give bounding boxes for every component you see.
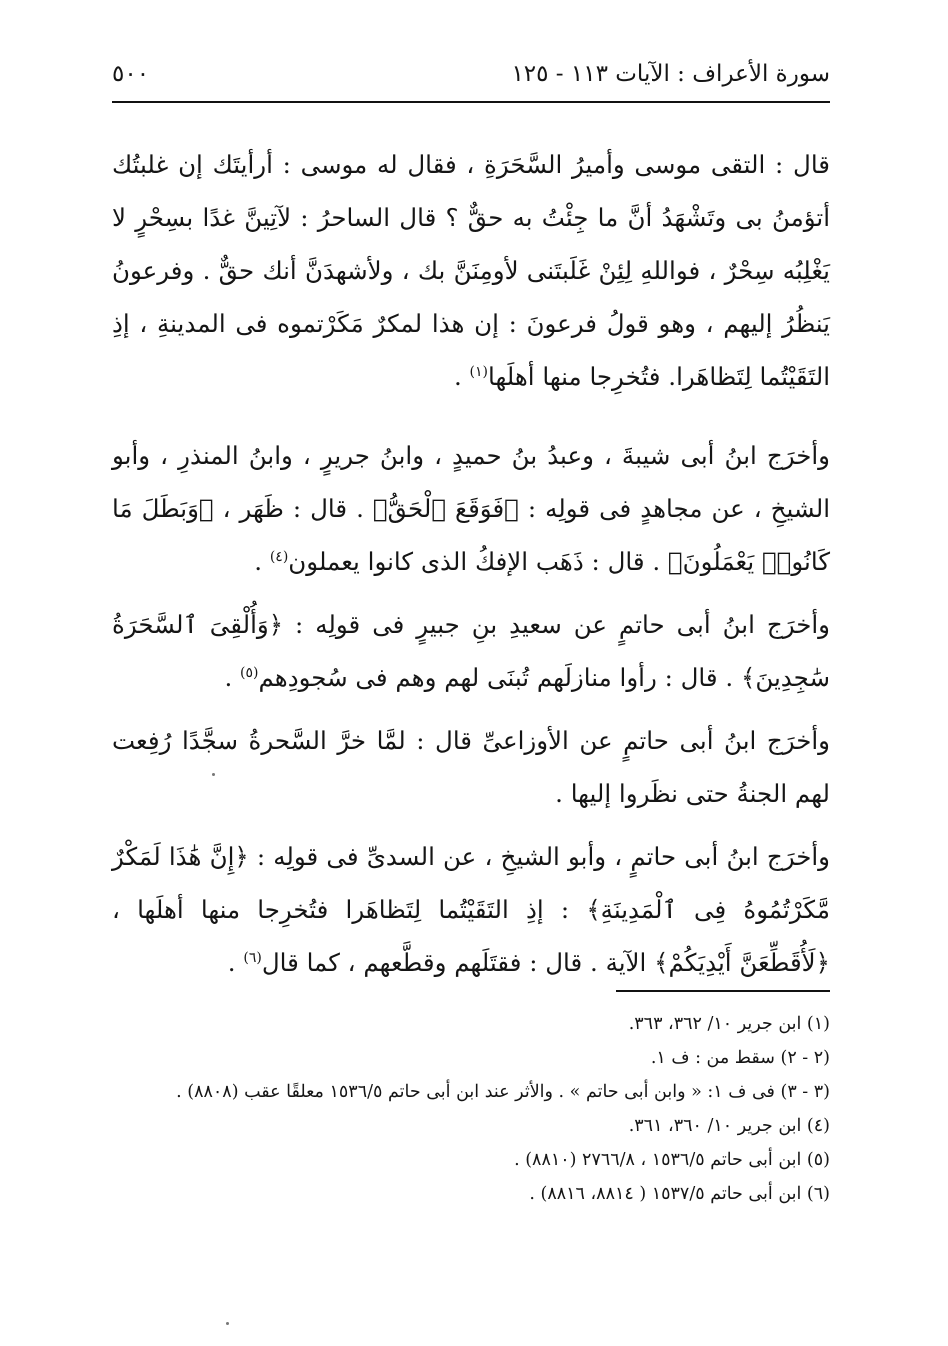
footnote-separator	[616, 990, 830, 992]
running-header	[112, 50, 830, 98]
paragraph: وأخرَج ابنُ أبى حاتمٍ ، وأبو الشيخِ ، عن السدىِّ فى قولِه : ﴿إِنَّ هَٰذَا لَمَكْرٌ مَّكَرْتُمُوهُ فِى ٱلْمَدِينَةِ﴾ : إذِ التَقَيْتُما لِتَظاهَرا فتُخرِجا منها أهلَها ، ﴿لَأُقَطِّعَنَّ أَيْدِيَكُمْ﴾ الآية . قال : فقتَلَهم وقطَّعهم ، كما قال$^{(٦)}$ .	[112, 842, 830, 977]
footnote: (٣ - ٣) فى ف ١: « وابن أبى حاتم » . والأثر عند ابن أبى حاتم ١٥٣٦/٥ معلقًا عقب (٨٨٠٨) .	[176, 1082, 830, 1102]
footnote: (٤) ابن جرير ١٠/ ٣٦٠، ٣٦١.	[628, 1116, 830, 1136]
paragraph-text: قال : التقى موسى وأميرُ السَّحَرَةِ ، فقال له موسى : أرأيتَك إن غلبتُك أتؤمنُ بى وتَشْهَدُ أنَّ ما جِئْتُ به حقٌّ ؟ قال الساحرُ : لآتِينَّ غدًا بسِحْرٍ لا يَغْلِبُه سِحْرٌ ، فواللهِ لِئِنْ غَلَبتَنى لأومِنَنَّ بك ، ولأشهدَنَّ أنك حقٌّ . وفرعونُ يَنظُرُ إليهم ، وهو قولُ فرعونَ : إن هذا لمكرٌ مَكَرْتموه فى المدينةِ ، إذِ التَقَيْتُما لِتَظاهَرا. فتُخرِجا منها أهلَها	[112, 150, 830, 391]
footnote: (٥) ابن أبى حاتم ١٥٣٦/٥ ، ٢٧٦٦/٨ (٨٨١٠) .	[514, 1150, 830, 1170]
scan-speck	[226, 1322, 229, 1325]
footnote-marker: (٥)	[240, 664, 259, 681]
page-number: ٥٠٠	[112, 61, 150, 87]
footnote-marker: (١)	[469, 363, 488, 380]
paragraph: وأخرَج ابنُ أبى حاتمٍ عن سعيدِ بنِ جبيرٍ فى قولِه : ﴿وَأُلْقِىَ ٱلسَّحَرَةُ سَٰجِدِينَ﴾ . قال : رأوا منازلَهم تُبنَى لهم وهم فى سُجودِهم$^{(٥)}$ .	[112, 610, 830, 692]
footnote: (١) ابن جرير ١٠/ ٣٦٢، ٣٦٣.	[628, 1014, 830, 1034]
footnote-marker: (٦)	[243, 949, 262, 966]
scan-speck	[212, 773, 215, 776]
paragraph-text: وأخرَج ابنُ أبى حاتمٍ عن الأوزاعىِّ قال : لمَّا خرَّ السَّحرةُ سجَّدًا رُفِعت لهم الجنةُ حتى نظَروا إليها .	[112, 726, 830, 808]
paragraph: وأخرَج ابنُ أبى شيبةَ ، وعبدُ بنُ حميدٍ ، وابنُ جريرٍ ، وابنُ المنذرِ ، وأبو الشيخِ ، عن مجاهدٍ فى قولِه : ﴿فَوَقَعَ ٱلْحَقُّ﴾ . قال : ظَهَر ، ﴿وَبَطَلَ مَا كَانُوا۟ يَعْمَلُونَ﴾ . قال : ذَهَب الإفكُ الذى كانوا يعملون$^{(٤)}$ .	[112, 441, 830, 576]
paragraph: قال : التقى موسى وأميرُ السَّحَرَةِ ، فقال له موسى : أرأيتَك إن غلبتُك أتؤمنُ بى وتَشْهَدُ أنَّ ما جِئْتُ به حقٌّ ؟ قال الساحرُ : لآتِينَّ غدًا بسِحْرٍ لا يَغْلِبُه سِحْرٌ ، فواللهِ لِئِنْ غَلَبتَنى لأومِنَنَّ بك ، ولأشهدَنَّ أنك حقٌّ . وفرعونُ يَنظُرُ إليهم ، وهو قولُ فرعونَ : إن هذا لمكرٌ مَكَرْتموه فى المدينةِ ، إذِ التَقَيْتُما لِتَظاهَرا. فتُخرِجا منها أهلَها$^{(١)}$ .	[112, 150, 830, 391]
footnotes	[112, 1007, 830, 1211]
footnote-marker: (٤)	[269, 548, 289, 565]
footnote: (٦) ابن أبى حاتم ١٥٣٧/٥ ( ٨٨١٤، ٨٨١٦) .	[529, 1184, 830, 1204]
paragraph-text: وأخرَج ابنُ أبى حاتمٍ ، وأبو الشيخِ ، عن السدىِّ فى قولِه : ﴿إِنَّ هَٰذَا لَمَكْرٌ مَّكَرْتُمُوهُ فِى ٱلْمَدِينَةِ﴾ : إذِ التَقَيْتُما لِتَظاهَرا فتُخرِجا منها أهلَها ، ﴿لَأُقَطِّعَنَّ أَيْدِيَكُمْ﴾ الآية . قال : فقتَلَهم وقطَّعهم ، كما قال	[112, 842, 830, 977]
header-rule	[112, 101, 830, 103]
paragraph	[112, 714, 830, 820]
running-title: سورة الأعراف : الآيات ١١٣ - ١٢٥	[511, 61, 830, 87]
paragraph-text: وأخرَج ابنُ أبى شيبةَ ، وعبدُ بنُ حميدٍ ، وابنُ جريرٍ ، وابنُ المنذرِ ، وأبو الشيخِ ، عن مجاهدٍ فى قولِه : ﴿فَوَقَعَ ٱلْحَقُّ﴾ . قال : ظَهَر ، ﴿وَبَطَلَ مَا كَانُوا۟ يَعْمَلُونَ﴾ . قال : ذَهَب الإفكُ الذى كانوا يعملون	[112, 441, 830, 576]
paragraph-text: وأخرَج ابنُ أبى حاتمٍ عن سعيدِ بنِ جبيرٍ فى قولِه : ﴿وَأُلْقِىَ ٱلسَّحَرَةُ سَٰجِدِينَ﴾ . قال : رأوا منازلَهم تُبنَى لهم وهم فى سُجودِهم	[112, 610, 830, 692]
footnote: (٢ - ٢) سقط من : ف ١.	[650, 1048, 830, 1068]
main-text	[112, 138, 830, 999]
